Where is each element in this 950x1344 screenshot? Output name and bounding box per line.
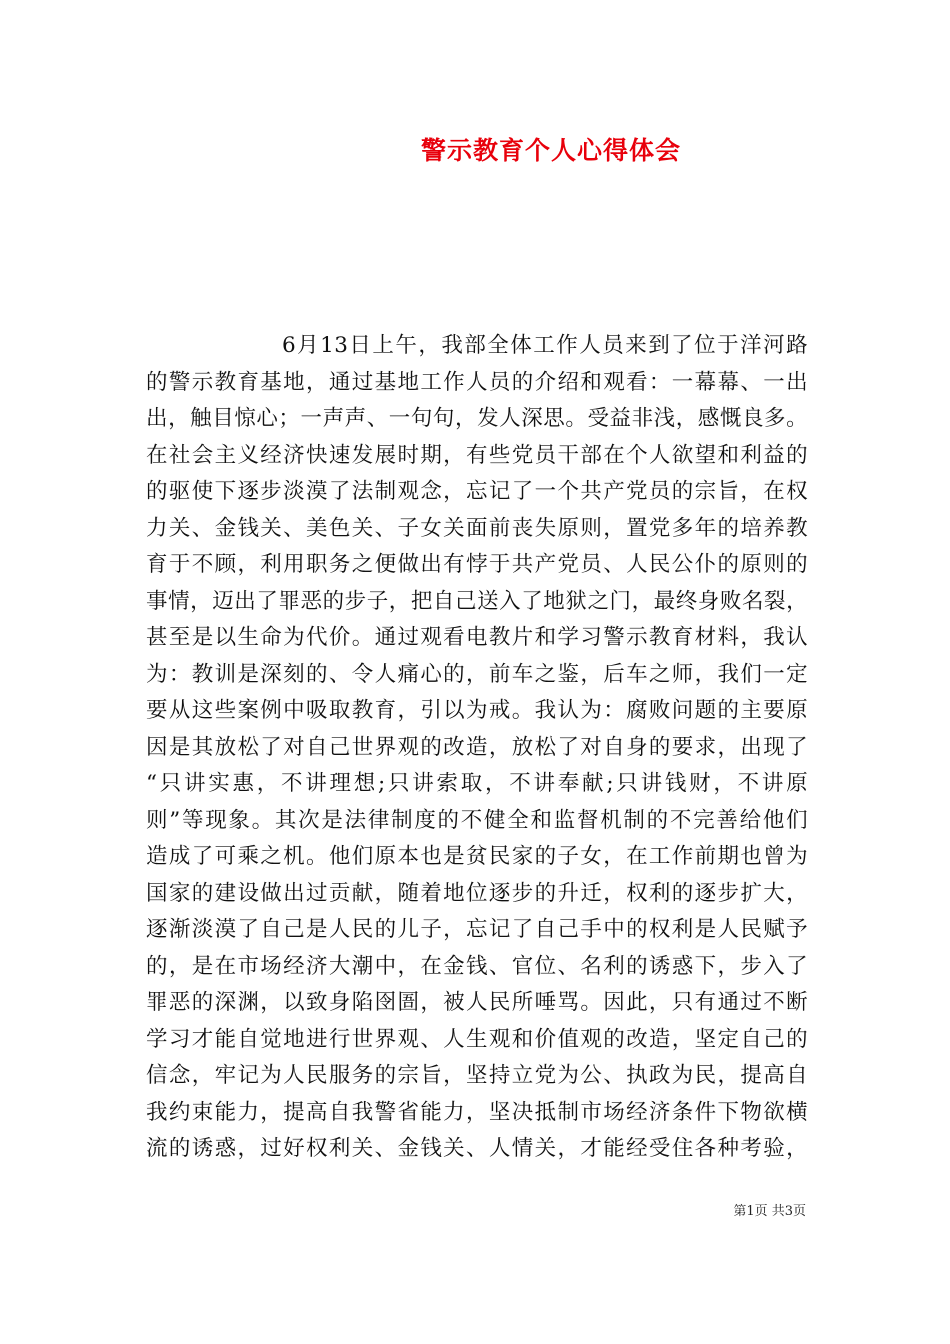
paragraph-line: 信念，牢记为人民服务的宗旨，坚持立党为公、执政为民，提高自 xyxy=(146,1063,808,1088)
page-number-footer: 第1页 共3页 xyxy=(733,1204,806,1219)
paragraph-line: 力关、金钱关、美色关、子女关面前丧失原则，置党多年的培养教 xyxy=(146,515,808,541)
paragraph-line: 造成了可乘之机。他们原本也是贫民家的子女，在工作前期也曾为 xyxy=(146,844,808,869)
paragraph-line: 逐渐淡漠了自己是人民的儿子，忘记了自己手中的权利是人民赋予 xyxy=(146,917,808,942)
paragraph-line: 为：教训是深刻的、令人痛心的，前车之鉴，后车之师，我们一定 xyxy=(146,661,808,687)
body-paragraph xyxy=(146,328,808,1168)
paragraph-line: “只讲实惠，不讲理想;只讲索取，不讲奉献;只讲钱财，不讲原 xyxy=(146,771,808,796)
paragraph-line: 因是其放松了对自己世界观的改造，放松了对自身的要求，出现了 xyxy=(146,734,808,760)
paragraph-line: 6月13日上午，我部全体工作人员来到了位于洋河路 xyxy=(282,333,808,358)
paragraph-line: 我约束能力，提高自我警省能力，坚决抵制市场经济条件下物欲横 xyxy=(146,1099,808,1125)
paragraph-line: 国家的建设做出过贡献，随着地位逐步的升迁，权利的逐步扩大， xyxy=(146,880,808,906)
paragraph-line: 的驱使下逐步淡漠了法制观念，忘记了一个共产党员的宗旨，在权 xyxy=(146,479,808,504)
paragraph-line: 出，触目惊心；一声声、一句句，发人深思。受益非浅，感慨良多。 xyxy=(146,406,808,431)
paragraph-line: 在社会主义经济快速发展时期，有些党员干部在个人欲望和利益的 xyxy=(146,442,808,468)
paragraph-line: 要从这些案例中吸取教育，引以为戒。我认为：腐败问题的主要原 xyxy=(146,698,808,723)
paragraph-line: 的，是在市场经济大潮中，在金钱、官位、名利的诱惑下，步入了 xyxy=(146,953,808,979)
paragraph-line: 学习才能自觉地进行世界观、人生观和价值观的改造，坚定自己的 xyxy=(146,1026,808,1052)
paragraph-line: 甚至是以生命为代价。通过观看电教片和学习警示教育材料，我认 xyxy=(146,625,808,650)
paragraph-line: 的警示教育基地，通过基地工作人员的介绍和观看：一幕幕、一出 xyxy=(146,369,808,395)
paragraph-line: 事情，迈出了罪恶的步子，把自己送入了地狱之门，最终身败名裂， xyxy=(146,588,808,614)
document-title: 警示教育个人心得体会 xyxy=(420,136,681,165)
paragraph-line: 则”等现象。其次是法律制度的不健全和监督机制的不完善给他们 xyxy=(146,807,808,833)
paragraph-line: 流的诱惑，过好权利关、金钱关、人情关，才能经受住各种考验， xyxy=(146,1136,808,1161)
paragraph-line: 育于不顾，利用职务之便做出有悖于共产党员、人民公仆的原则的 xyxy=(146,552,808,577)
paragraph-line: 罪恶的深渊，以致身陷囹圄，被人民所唾骂。因此，只有通过不断 xyxy=(146,990,808,1015)
